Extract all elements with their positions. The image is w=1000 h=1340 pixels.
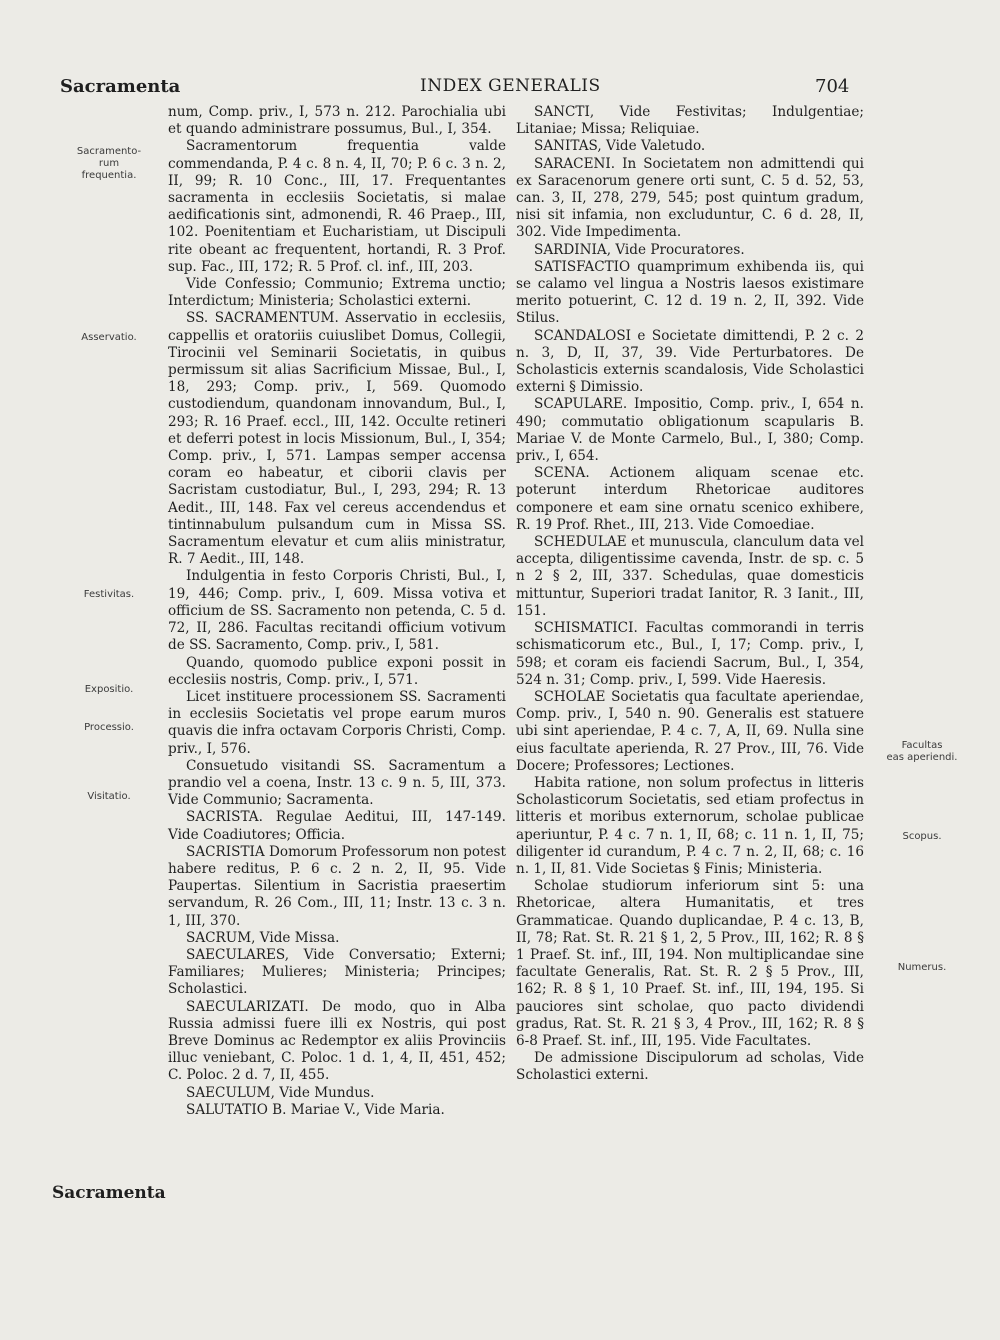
- index-entry: Sacramentorum frequentia valde commendanda, P. 4 c. 8 n. 4, II, 70; P. 6 c. 3 n. 2, II, 99; R. 10 Conc., III, 17. Frequentantes sacramenta in ecclesiis Societatis, si malae aedificationis sint, admonendi, R. 46 Praep., III, 102. Poenitentiam et Eucharistiam, ut Discipuli rite obeant ac frequentent, hortandi, R. 3 Prof. sup. Fac., III, 172; R. 5 Prof. cl. inf., III, 203.: [168, 138, 506, 275]
- index-entry: De admissione Discipulorum ad scholas, Vide Scholastici externi.: [516, 1050, 864, 1084]
- right-column: [516, 104, 864, 1085]
- index-entry: SALUTATIO B. Mariae V., Vide Maria.: [186, 1101, 445, 1118]
- index-entry: num, Comp. priv., I, 573 n. 212. Parochialia ubi et quando administrare possumus, Bul., I, 354.: [168, 104, 506, 138]
- index-entry: Scholae studiorum inferiorum sint 5: una Rhetoricae, altera Humanitatis, et tres Grammaticae. Quando duplicandae, P. 4 c. 13, B, II, 78; Rat. St. R. 21 § 1, 2, 5 Prov., III, 162; R. 8 § 1 Praef. St. inf., III, 194. Non multiplicandae sine facultate Generalis, Rat. St. R. 2 § 5 Prov., III, 162; R. 8 § 1, 10 Praef. St. inf., III, 194, 195. Si pauciores sint scholae, quo pacto dividendi gradus, Rat. St. R. 21 § 3, 4 Prov., III, 162; R. 8 § 6-8 Praef. St. inf., III, 195. Vide Facultates.: [516, 878, 864, 1049]
- index-entry: SCHOLAE Societatis qua facultate aperiendae, Comp. priv., I, 540 n. 90. Generalis est statuere ubi sint aperiendae, P. 4 c. 7, A, II, 69. Nulla sine eius facultate aperienda, R. 27 Prov., III, 76. Vide Docere; Professores; Lectiones.: [516, 688, 864, 774]
- margin-note-facultas: Facultas eas aperiendi.: [886, 740, 958, 763]
- margin-note-scopus: Scopus.: [902, 831, 942, 842]
- index-entry: Licet instituere processionem SS. Sacramenti in ecclesiis Societatis vel prope earum muros quavis die infra octavam Corporis Christi, Comp. priv., I, 576.: [168, 688, 506, 757]
- page-title: INDEX GENERALIS: [420, 76, 601, 96]
- index-entry: Consuetudo visitandi SS. Sacramentum a prandio vel a coena, Instr. 13 c. 9 n. 5, III, 373. Vide Communio; Sacramenta.: [168, 757, 506, 809]
- catchword: Sacramenta: [52, 1183, 166, 1203]
- index-entry: Vide Confessio; Communio; Extrema unctio; Interdictum; Ministeria; Scholastici externi.: [168, 276, 506, 310]
- index-entry: SACRISTIA Domorum Professorum non potest habere reditus, P. 6 c. 2 n. 2, II, 95. Vide Paupertas. Silentium in Sacristia praesertim servandum, R. 26 Com., III, 11; Instr. 13 c. 3 n. 1, III, 370.: [168, 843, 506, 929]
- margin-note-expositio: Expositio.: [84, 684, 134, 695]
- index-entry: SCAPULARE. Impositio, Comp. priv., I, 654 n. 490; commutatio obligationum scapularis B. Mariae V. de Monte Carmelo, Bul., I, 380; Comp. priv., I, 654.: [516, 396, 864, 465]
- index-entry: SATISFACTIO quamprimum exhibenda iis, qui se calamo vel lingua a Nostris laesos existimare merito potuerint, C. 12 d. 19 n. 2, II, 392. Vide Stilus.: [516, 258, 864, 327]
- margin-note-frequentia: Sacramento- rum frequentia.: [76, 146, 142, 181]
- index-entry: SANITAS, Vide Valetudo.: [534, 138, 706, 155]
- margin-note-visitatio: Visitatio.: [87, 791, 131, 802]
- section-heading: Sacramenta: [60, 76, 181, 97]
- index-entry: SAECULUM, Vide Mundus.: [186, 1084, 375, 1101]
- index-entry: Habita ratione, non solum profectus in litteris Scholasticorum Societatis, sed etiam profectus in litteris et moribus externorum, scholae publicae aperiuntur, P. 4 c. 7 n. 1, II, 68; c. 11 n. 1, II, 75; diligenter id curandum, P. 4 c. 7 n. 2, II, 68; c. 16 n. 1, II, 81. Vide Societas § Finis; Ministeria.: [516, 774, 864, 877]
- index-entry: SCHEDULAE et munuscula, clanculum data vel accepta, diligentissime cavenda, Instr. de sp. c. 5 n 2 § 2, III, 337. Schedulas, quae domesticis mittuntur, Superiori tradat Ianitor, R. 3 Ianit., III, 151.: [516, 534, 864, 619]
- index-entry: SCHISMATICI. Facultas commorandi in terris schismaticorum etc., Bul., I, 17; Comp. priv., I, 598; et coram eis faciendi Sacrum, Bul., I, 354, 524 n. 31; Comp. priv., I, 599. Vide Haeresis.: [516, 620, 864, 688]
- index-entry: SAECULARIZATI. De modo, quo in Alba Russia admissi fuere illi ex Nostris, qui post Breve Dominus ac Redemptor ex aliis Provinciis illuc veniebant, C. Poloc. 1 d. 1, 4, II, 451, 452; C. Poloc. 2 d. 7, II, 455.: [168, 998, 506, 1084]
- index-entry: SARACENI. In Societatem non admittendi qui ex Saracenorum genere orti sunt, C. 5 d. 52, 53, can. 3, II, 278, 279, 545; post quintum gradum, nisi sit infamia, non excluduntur, C. 6 d. 28, II, 302. Vide Impedimenta.: [516, 155, 864, 241]
- left-column: [168, 104, 506, 1119]
- margin-note-festivitas: Festivitas.: [83, 589, 135, 600]
- index-entry: SCANDALOSI e Societate dimittendi, P. 2 c. 2 n. 3, D, II, 37, 39. Vide Perturbatores. De Scholasticis externis scandalosis, Vide Scholastici externi § Dimissio.: [516, 327, 864, 396]
- margin-note-processio: Processio.: [84, 722, 134, 733]
- index-entry: Quando, quomodo publice exponi possit in ecclesiis nostris, Comp. priv., I, 571.: [168, 654, 506, 688]
- index-entry: SARDINIA, Vide Procuratores.: [534, 241, 745, 258]
- index-entry: SAECULARES, Vide Conversatio; Externi; Familiares; Mulieres; Ministeria; Principes; Scholastici.: [168, 946, 506, 998]
- index-entry: Indulgentia in festo Corporis Christi, Bul., I, 19, 446; Comp. priv., I, 609. Missa votiva et officium de SS. Sacramento non petenda, C. 5 d. 72, II, 286. Facultas recitandi officium votivum de SS. Sacramento, Comp. priv., I, 581.: [168, 568, 506, 654]
- index-entry: SCENA. Actionem aliquam scenae etc. poterunt interdum Rhetoricae auditores componere et eam sine ornatu scenico exhibere, R. 19 Prof. Rhet., III, 213. Vide Comoediae.: [516, 465, 864, 533]
- page-number: 704: [815, 76, 850, 97]
- running-head: [0, 76, 1000, 100]
- margin-note-asservatio: Asservatio.: [81, 332, 137, 343]
- index-entry: SS. SACRAMENTUM. Asservatio in ecclesiis, cappellis et oratoriis cuiuslibet Domus, Collegii, Tirocinii vel Seminarii Societatis, in quibus permissum sit alias Sacrificium Missae, Bul., I, 18, 293; Comp. priv., I, 569. Quomodo custodiendum, quandonam innovandum, Bul., I, 293; R. 16 Praef. eccl., III, 142. Occulte retineri et deferri potest in locis Missionum, Bul., I, 354; Comp. priv., I, 571. Lampas semper accensa coram eo habeatur, et ciborii clavis per Sacristam custodiatur, Bul., I, 293, 294; R. 13 Aedit., III, 148. Fax vel cereus accendendus et tintinnabulum pulsandum cum in Missa SS. Sacramentum elevatur et cum aliis ministratur, R. 7 Aedit., III, 148.: [168, 310, 506, 568]
- index-entry: SANCTI, Vide Festivitas; Indulgentiae; Litaniae; Missa; Reliquiae.: [516, 104, 864, 138]
- index-entry: SACRUM, Vide Missa.: [186, 929, 340, 946]
- index-entry: SACRISTA. Regulae Aeditui, III, 147-149. Vide Coadiutores; Officia.: [168, 809, 506, 843]
- margin-note-numerus: Numerus.: [897, 962, 947, 973]
